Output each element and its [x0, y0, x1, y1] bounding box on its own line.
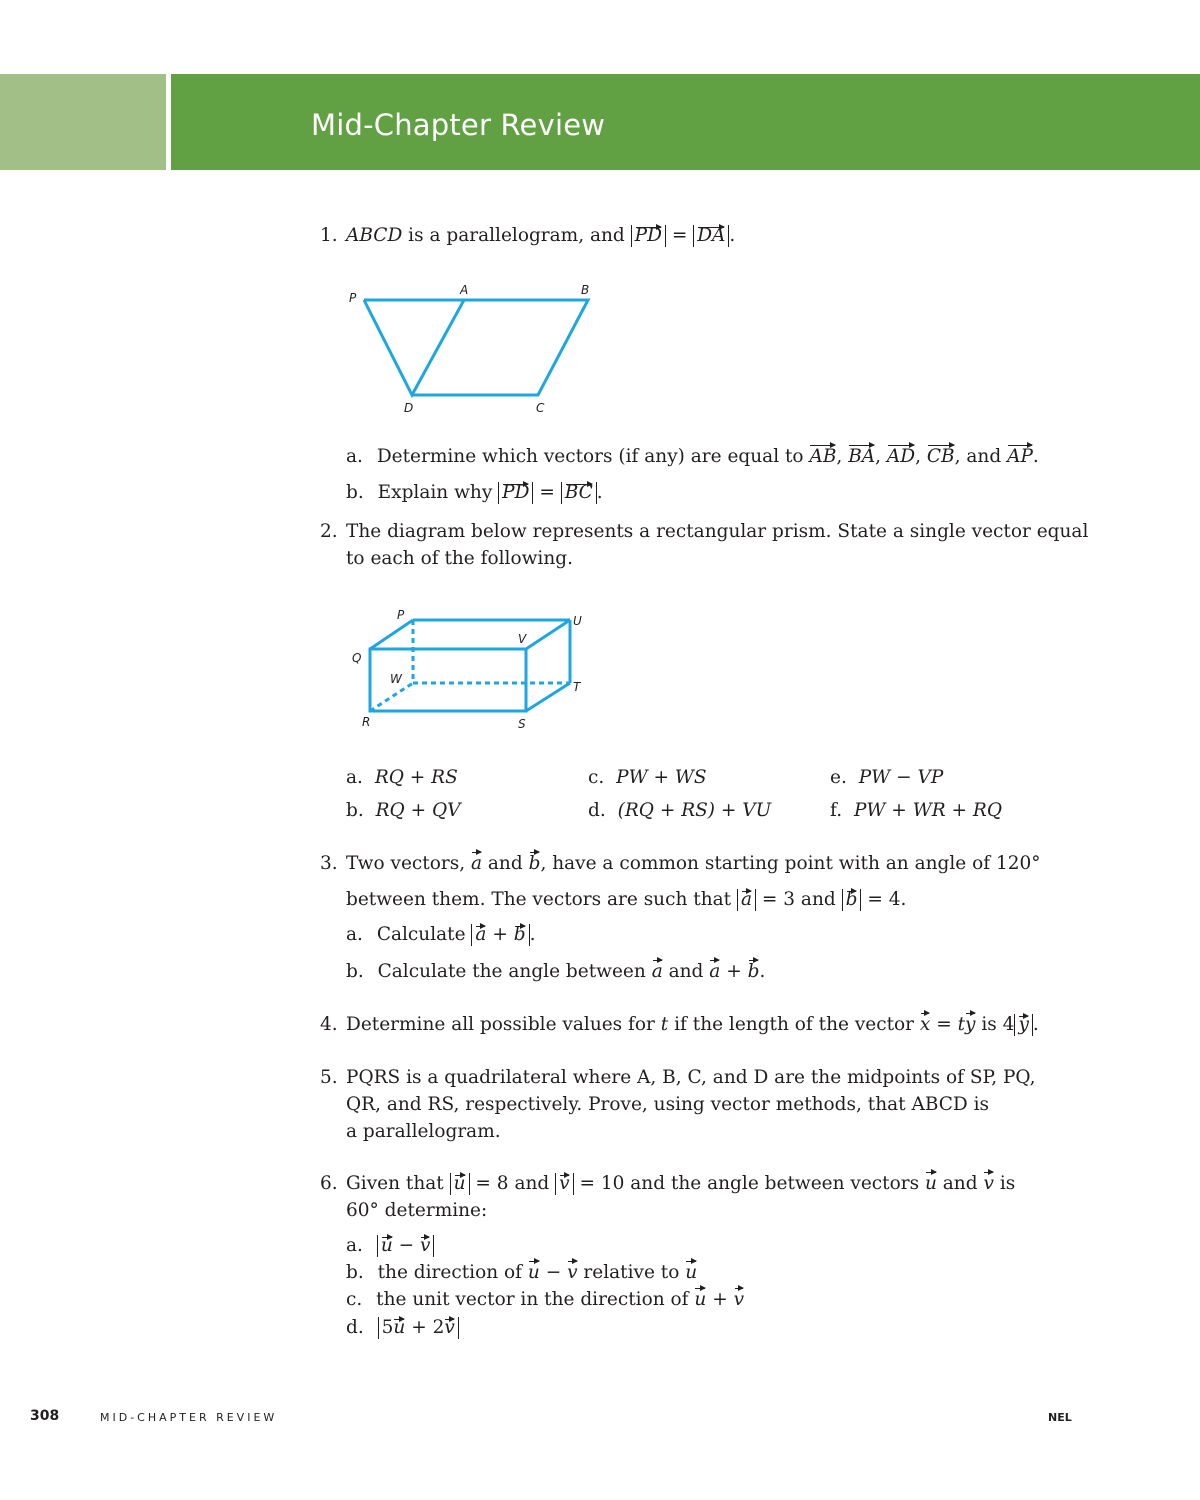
vector-v: v	[559, 1173, 570, 1194]
magnitude	[555, 1173, 573, 1195]
part-label: d.	[346, 1317, 364, 1338]
q6-part-a	[346, 1232, 434, 1259]
q3-part-a: a. Calculate a + b .	[346, 924, 536, 945]
footer-section: MID-CHAPTER REVIEW	[100, 1411, 278, 1424]
part-label: a.	[346, 1235, 363, 1256]
label-r: R	[362, 715, 371, 729]
q3-part-b: b. Calculate the angle between a and a + b.	[346, 958, 765, 985]
vector-y: y	[1018, 1014, 1029, 1035]
part-label: a.	[346, 446, 363, 467]
vector-expression: RQ + RS	[374, 767, 458, 788]
q3-text: and	[487, 853, 523, 874]
vector-a: a	[471, 850, 482, 877]
magnitude: a + b	[471, 924, 529, 946]
magnitude: 5u + 2v	[378, 1317, 459, 1339]
question-number: 5.	[320, 1067, 338, 1088]
magnitude	[450, 1173, 470, 1195]
q2-part-a	[346, 764, 458, 791]
label-v: V	[518, 632, 527, 646]
vector-b: b	[529, 850, 541, 877]
part-label: d.	[588, 800, 606, 821]
page-title: Mid-Chapter Review	[311, 108, 606, 142]
q6-part-c: c. the unit vector in the direction of u + v	[346, 1286, 744, 1313]
q3-text: = 3 and	[761, 889, 836, 910]
label-c: C	[536, 401, 545, 415]
q5-line-3: a parallelogram.	[346, 1121, 501, 1142]
part-text: Calculate the angle between	[377, 961, 646, 982]
q6-text: = 8 and	[475, 1173, 550, 1194]
q5-line-2: QR, and RS, respectively. Prove, using vector methods, that ABCD is	[346, 1094, 990, 1115]
q3-text: Two vectors,	[346, 853, 466, 874]
banner-accent	[0, 74, 166, 170]
label-w: W	[390, 672, 402, 686]
vector-u: u	[380, 1235, 393, 1256]
q1-part-b: b. Explain why PD = BC .	[346, 482, 603, 503]
vector-v: v	[567, 1259, 577, 1286]
footer-publisher: NEL	[1048, 1411, 1072, 1424]
label-a: A	[460, 283, 469, 297]
vector-da: DA	[697, 225, 726, 246]
part-label: b.	[346, 1262, 364, 1283]
vector-pd: PD	[634, 225, 662, 246]
part-text: the unit vector in the direction of	[376, 1289, 689, 1310]
part-text: Determine which vectors (if any) are equal to	[376, 446, 804, 467]
q6-part-d	[346, 1314, 459, 1341]
label-d: D	[404, 401, 414, 415]
edge-vu	[526, 620, 570, 649]
vector-u: u	[925, 1170, 937, 1197]
magnitude	[561, 482, 597, 504]
vector-pd: PD	[502, 482, 530, 503]
q2-part-c	[588, 764, 707, 791]
q6-text: = 10 and the angle between vectors	[579, 1173, 920, 1194]
q3-line-2	[346, 886, 906, 913]
q6-part-b: b. the direction of u − v relative to u	[346, 1259, 697, 1286]
part-label: c.	[588, 767, 605, 788]
vector-u: u	[685, 1259, 697, 1286]
vector-b: b	[845, 889, 858, 910]
part-label: b.	[346, 800, 364, 821]
q6-text: Given that	[346, 1173, 444, 1194]
magnitude	[631, 225, 666, 247]
vector-u: u	[453, 1173, 466, 1194]
label-p: P	[397, 608, 405, 622]
vector-b: b	[513, 924, 526, 945]
edge-st	[526, 683, 570, 711]
page-number: 308	[30, 1408, 60, 1424]
vector-expression: RQ + QV	[375, 800, 461, 821]
vector-a: a	[475, 924, 487, 945]
vector-ab: AB	[809, 443, 836, 470]
question-number: 4.	[320, 1014, 338, 1035]
vector-a: a	[740, 889, 752, 910]
q6-text: and	[942, 1173, 978, 1194]
q1-part-a: a. Determine which vectors (if any) are equal to AB, BA, AD, CB, and AP.	[346, 443, 1039, 470]
question-number: 1.	[320, 225, 338, 246]
question-number: 3.	[320, 853, 338, 874]
rectangular-prism-diagram	[340, 605, 600, 735]
q2-line-2: to each of the following.	[346, 548, 573, 569]
vector-b: b	[748, 958, 760, 985]
part-text: Explain why	[377, 482, 493, 503]
label-b: B	[581, 283, 590, 297]
variable-t: t	[660, 1014, 669, 1035]
vector-v: v	[983, 1170, 993, 1197]
vector-ap: AP	[1007, 443, 1033, 470]
part-label: e.	[830, 767, 847, 788]
part-label: a.	[346, 924, 363, 945]
vector-v: v	[420, 1235, 431, 1256]
vector-ba: BA	[848, 443, 875, 470]
magnitude	[1014, 1014, 1032, 1036]
magnitude	[842, 889, 862, 911]
magnitude	[693, 225, 729, 247]
magnitude	[498, 482, 533, 504]
q3-text: , have a common starting point with an angle of 120°	[540, 853, 1041, 874]
label-u: U	[573, 614, 582, 628]
label-q: Q	[352, 651, 362, 665]
part-text: Calculate	[376, 924, 466, 945]
part-text: and	[668, 961, 704, 982]
part-text: the direction of	[377, 1262, 522, 1283]
triangle-pad	[364, 300, 464, 395]
vector-expression: PW + WS	[616, 767, 707, 788]
vector-a: a	[652, 958, 663, 985]
period: .	[729, 225, 736, 246]
q4-text: is 4	[981, 1014, 1015, 1035]
equals: =	[665, 225, 694, 246]
edge-qp	[370, 620, 413, 649]
vector-v: v	[734, 1286, 744, 1313]
vector-x: x	[920, 1011, 930, 1038]
q2-part-e	[830, 764, 943, 791]
magnitude	[737, 889, 756, 911]
q4-text: if the length of the vector	[674, 1014, 915, 1035]
part-label: a.	[346, 767, 363, 788]
vector-bc: BC	[564, 482, 593, 503]
variable-t: t	[957, 1014, 966, 1035]
vector-expression: (RQ + RS) + VU	[617, 800, 772, 821]
part-text: relative to	[583, 1262, 680, 1283]
vector-a: a	[709, 958, 720, 985]
q3-text: = 4.	[867, 889, 907, 910]
label-p: P	[349, 291, 357, 305]
vector-ad: AD	[887, 443, 915, 470]
vector-u: u	[393, 1317, 406, 1338]
question-number: 6.	[320, 1173, 338, 1194]
vector-expression: PW − VP	[858, 767, 944, 788]
q2-part-b	[346, 797, 461, 824]
q6-line-2: 60° determine:	[346, 1200, 488, 1221]
part-label: b.	[346, 482, 364, 503]
vector-u: u	[528, 1259, 540, 1286]
q6-text: is	[999, 1173, 1016, 1194]
q5-line-1: PQRS is a quadrilateral where A, B, C, and D are the midpoints of SP, PQ,	[346, 1067, 1036, 1088]
q3-text: between them. The vectors are such that	[346, 889, 732, 910]
q1-stem: is a parallelogram, and	[402, 225, 631, 246]
label-t: T	[573, 680, 581, 694]
q4-text: Determine all possible values for	[346, 1014, 655, 1035]
parallelogram-diagram	[340, 278, 610, 418]
q1-stem-name: ABCD	[346, 225, 403, 246]
q2-part-d	[588, 797, 771, 824]
q2-part-f	[830, 797, 1002, 824]
part-label: b.	[346, 961, 364, 982]
vector-u: u	[694, 1286, 706, 1313]
question-number: 2.	[320, 521, 338, 542]
label-s: S	[518, 717, 526, 731]
vector-y: y	[965, 1011, 975, 1038]
vector-cb: CB	[927, 443, 955, 470]
part-label: c.	[346, 1289, 363, 1310]
vector-expression: PW + WR + RQ	[853, 800, 1002, 821]
edge-rw-hidden	[370, 683, 413, 711]
part-label: f.	[830, 800, 843, 821]
magnitude: u − v	[377, 1235, 435, 1257]
vector-v: v	[444, 1317, 455, 1338]
q2-line-1: The diagram below represents a rectangular prism. State a single vector equal	[346, 521, 1089, 542]
